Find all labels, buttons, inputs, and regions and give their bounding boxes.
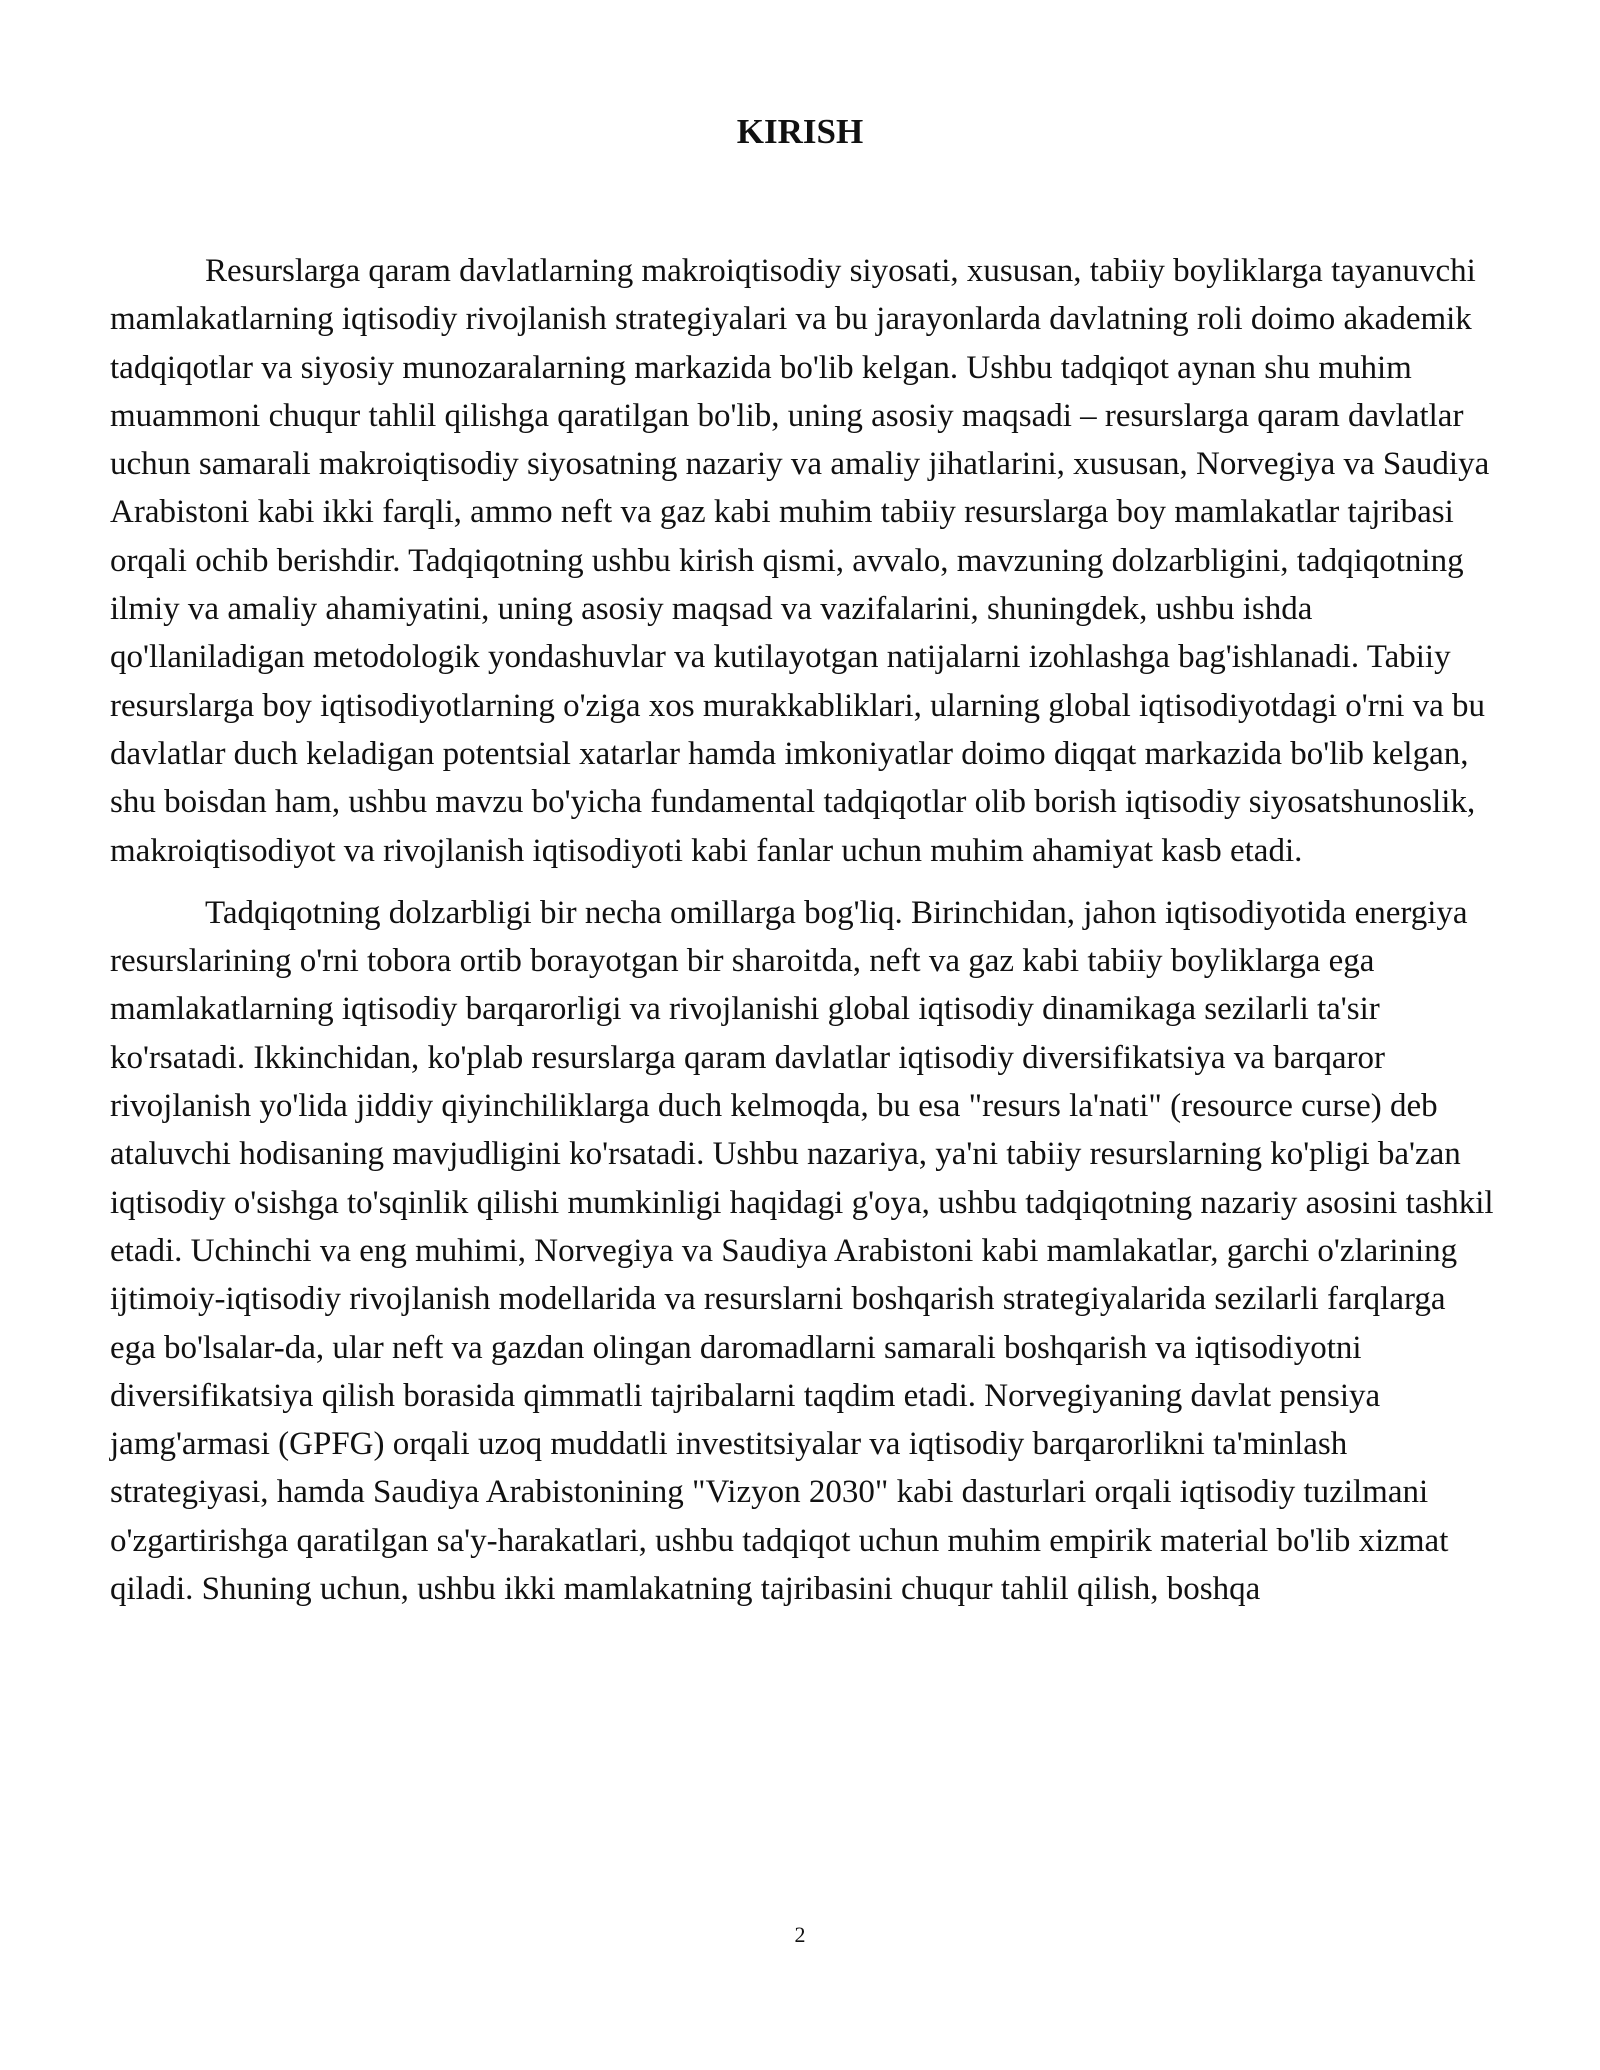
page-number: 2 [794,1922,806,1947]
body-text [110,247,1495,1627]
paragraph-1: Resurslarga qaram davlatlarning makroiqtisodiy siyosati, xususan, tabiiy boyliklarga tayanuvchi mamlakatlarning iqtisodiy rivojlanish strategiyalari va bu jarayonlarda davlatning roli doimo akademik tadqiqotlar va siyosiy munozaralarning markazida bo'lib kelgan. Ushbu tadqiqot aynan shu muhim muammoni chuqur tahlil qilishga qaratilgan bo'lib, uning asosiy maqsadi – resurslarga qaram davlatlar uchun samarali makroiqtisodiy siyosatning nazariy va amaliy jihatlarini, xususan, Norvegiya va Saudiya Arabistoni kabi ikki farqli, ammo neft va gaz kabi muhim tabiiy resurslarga boy mamlakatlar tajribasi orqali ochib berishdir. Tadqiqotning ushbu kirish qismi, avvalo, mavzuning dolzarbligini, tadqiqotning ilmiy va amaliy ahamiyatini, uning asosiy maqsad va vazifalarini, shuningdek, ushbu ishda qo'llaniladigan metodologik yondashuvlar va kutilayotgan natijalarni izohlashga bag'ishlanadi. Tabiiy resurslarga boy iqtisodiyotlarning o'ziga xos murakkabliklari, ularning global iqtisodiyotdagi o'rni va bu davlatlar duch keladigan potentsial xatarlar hamda imkoniyatlar doimo diqqat markazida bo'lib kelgan, shu boisdan ham, ushbu mavzu bo'yicha fundamental tadqiqotlar olib borish iqtisodiy siyosatshunoslik, makroiqtisodiyot va rivojlanish iqtisodiyoti kabi fanlar uchun muhim ahamiyat kasb etadi. [110,253,1490,869]
paragraph-2: Tadqiqotning dolzarbligi bir necha omillarga bog'liq. Birinchidan, jahon iqtisodiyotida energiya resurslarining o'rni tobora ortib borayotgan bir sharoitda, neft va gaz kabi tabiiy boyliklarga ega mamlakatlarning iqtisodiy barqarorligi va rivojlanishi global iqtisodiy dinamikaga sezilarli ta'sir ko'rsatadi. Ikkinchidan, ko'plab resurslarga qaram davlatlar iqtisodiy diversifikatsiya va barqaror rivojlanish yo'lida jiddiy qiyinchiliklarga duch kelmoqda, bu esa "resurs la'nati" (resource curse) deb ataluvchi hodisaning mavjudligini ko'rsatadi. Ushbu nazariya, ya'ni tabiiy resurslarning ko'pligi ba'zan iqtisodiy o'sishga to'sqinlik qilishi mumkinligi haqidagi g'oya, ushbu tadqiqotning nazariy asosini tashkil etadi. Uchinchi va eng muhimi, Norvegiya va Saudiya Arabistoni kabi mamlakatlar, garchi o'zlarining ijtimoiy-iqtisodiy rivojlanish modellarida va resurslarni boshqarish strategiyalarida sezilarli farqlarga ega bo'lsalar-da, ular neft va gazdan olingan daromadlarni samarali boshqarish va iqtisodiyotni diversifikatsiya qilish borasida qimmatli tajribalarni taqdim etadi. Norvegiyaning davlat pensiya jamg'armasi (GPFG) orqali uzoq muddatli investitsiyalar va iqtisodiy barqarorlikni ta'minlash strategiyasi, hamda Saudiya Arabistonining "Vizyon 2030" kabi dasturlari orqali iqtisodiy tuzilmani o'zgartirishga qaratilgan sa'y-harakatlari, ushbu tadqiqot uchun muhim empirik material bo'lib xizmat qiladi. Shuning uchun, ushbu ikki mamlakatning tajribasini chuqur tahlil qilish, boshqa [110,894,1494,1608]
page-title: KIRISH [736,112,864,151]
